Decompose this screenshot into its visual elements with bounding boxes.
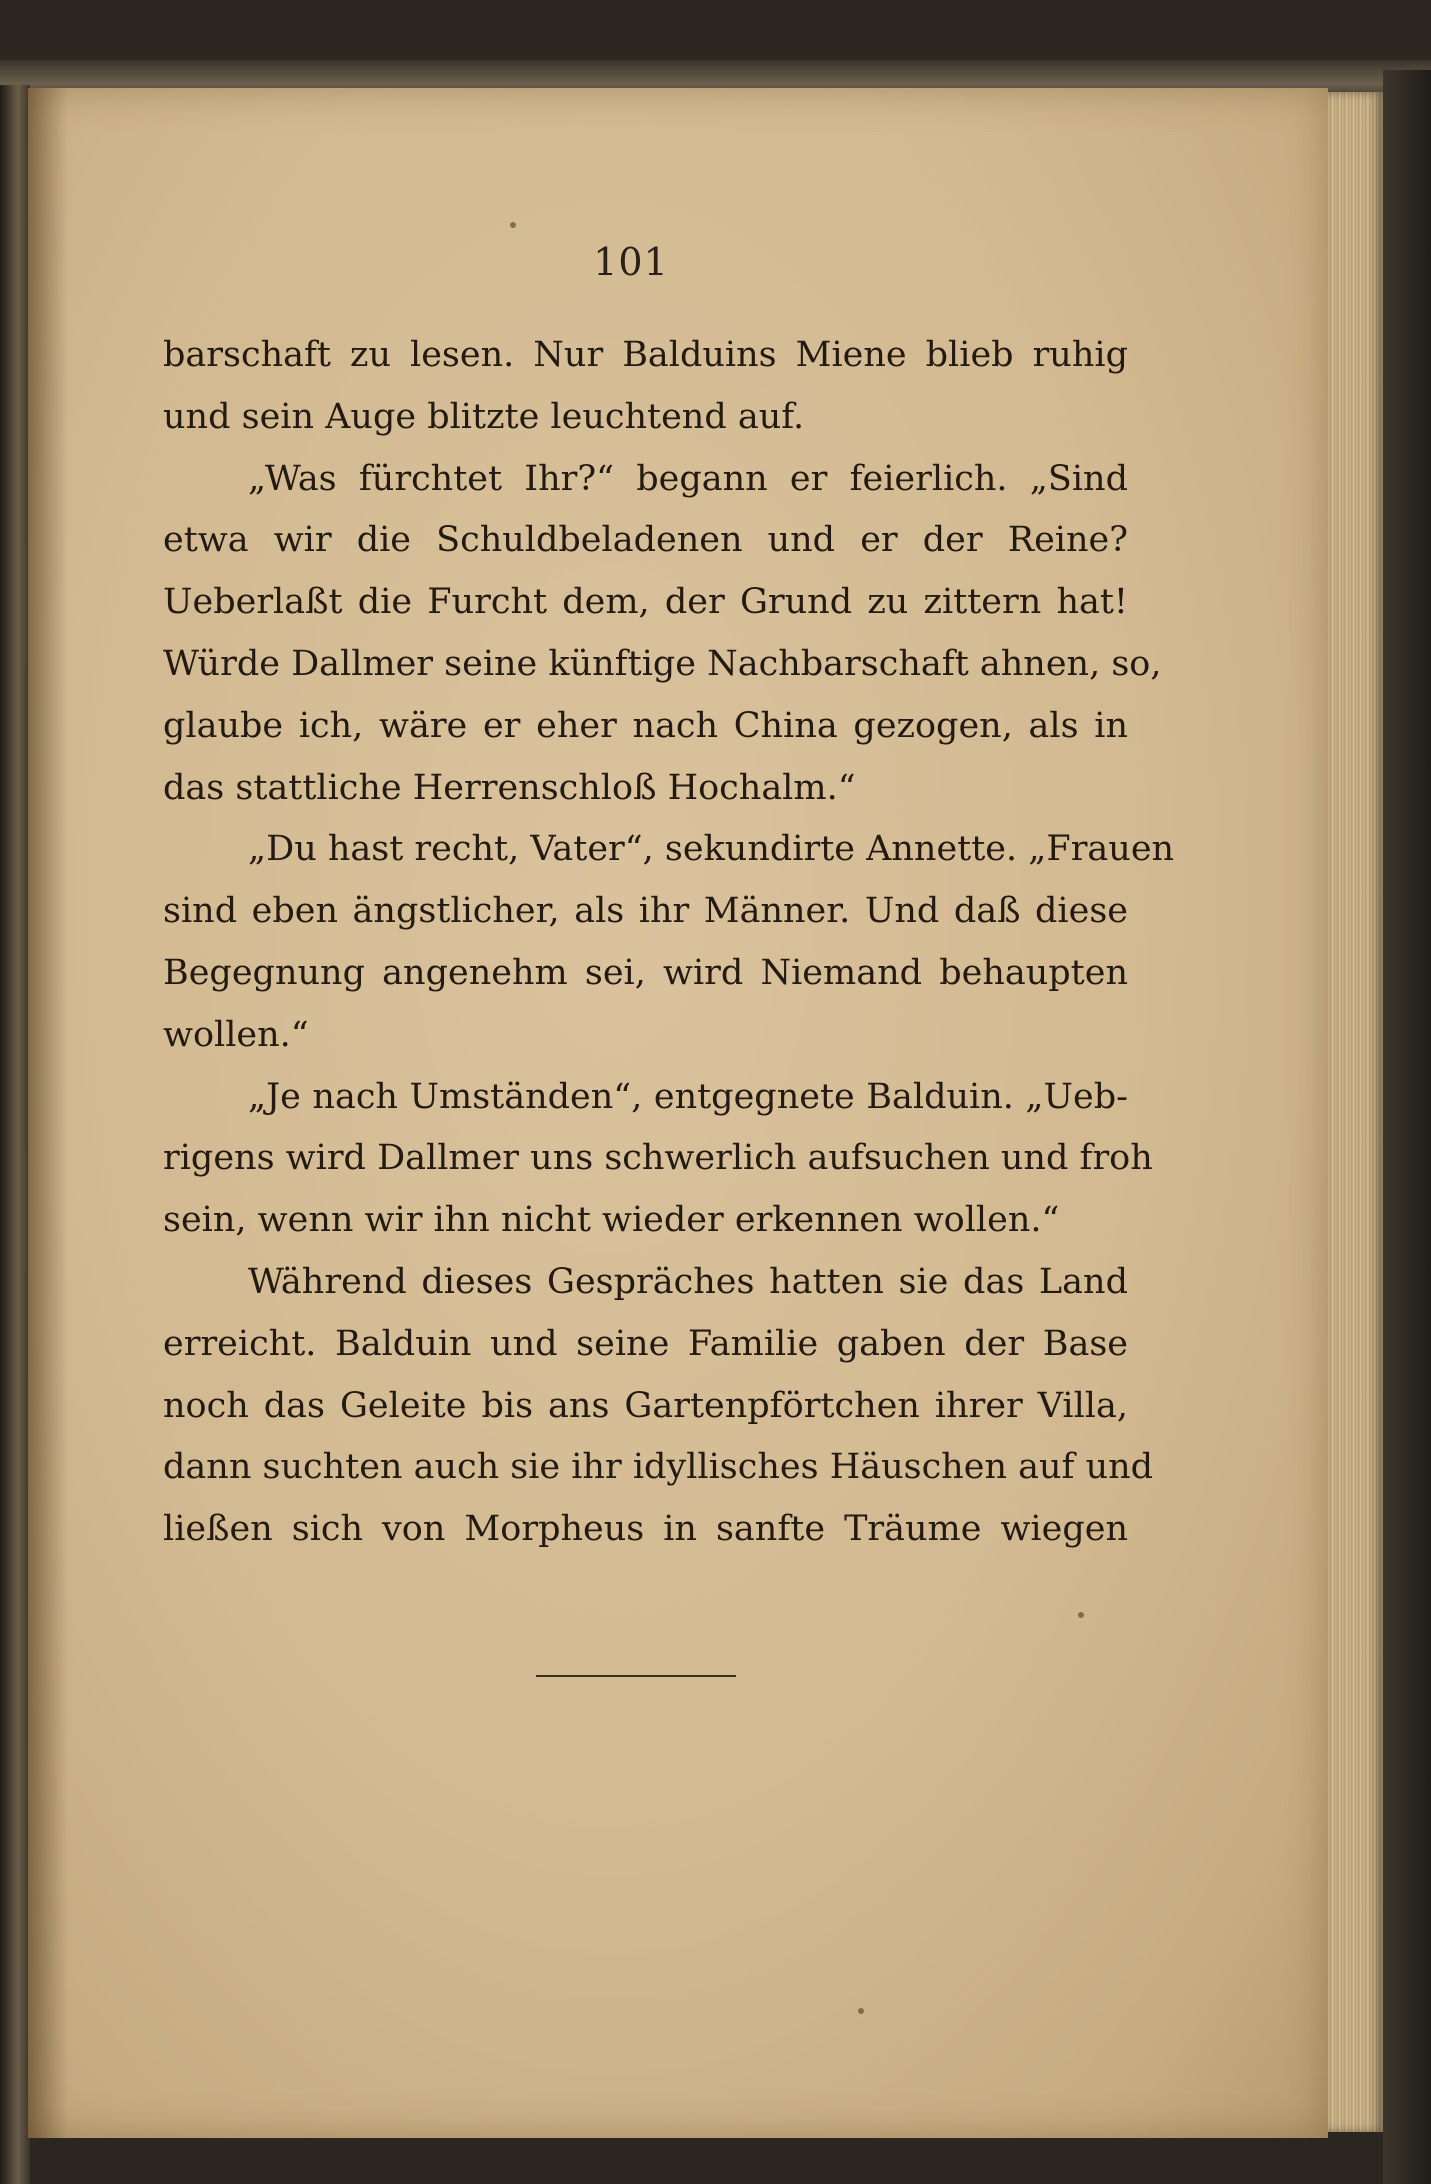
page-text <box>163 325 1175 1561</box>
text-line: etwa wir die Schuldbeladenen und er der Reine? <box>163 520 1128 561</box>
book-cover-right <box>1383 70 1431 2184</box>
book-spine-left <box>0 85 30 2184</box>
text-line: noch das Geleite bis ans Gartenpförtchen ihrer Villa, <box>163 1385 1128 1426</box>
text-line: Während dieses Gespräches hatten sie das Land <box>248 1261 1128 1302</box>
text-line: das stattliche Herrenschloß Hochalm.“ <box>163 767 856 808</box>
section-end-rule <box>536 1675 736 1677</box>
text-line: barschaft zu lesen. Nur Balduins Miene blieb ruhig <box>163 335 1128 375</box>
page-number: 101 <box>593 240 669 284</box>
text-line: sein, wenn wir ihn nicht wieder erkennen wollen.“ <box>163 1200 1060 1241</box>
paper-speck <box>858 2008 864 2014</box>
text-line: dann suchten auch sie ihr idyllisches Häuschen auf und <box>163 1447 1154 1488</box>
text-line: Würde Dallmer seine künftige Nachbarschaft ahnen, so, <box>163 643 1162 684</box>
text-line: sind eben ängstlicher, als ihr Männer. Und daß diese <box>163 891 1128 932</box>
text-line: und sein Auge blitzte leuchtend auf. <box>163 396 805 437</box>
text-line: erreicht. Balduin und seine Familie gaben der Base <box>163 1323 1128 1364</box>
text-line: Ueberlaßt die Furcht dem, der Grund zu zittern hat! <box>163 582 1128 623</box>
text-line: glaube ich, wäre er eher nach China gezogen, als in <box>163 705 1128 746</box>
paper-speck <box>1078 1612 1084 1618</box>
text-line: „Je nach Umständen“, entgegnete Balduin. „Ueb- <box>248 1076 1128 1117</box>
gutter-shadow <box>28 88 68 2138</box>
page-stack-edges <box>1328 92 1383 2132</box>
text-line: wollen.“ <box>163 1014 309 1055</box>
text-line: „Du hast recht, Vater“, sekundirte Annette. „Frauen <box>248 829 1175 870</box>
text-line: rigens wird Dallmer uns schwerlich aufsuchen und froh <box>163 1138 1153 1179</box>
text-line: ließen sich von Morpheus in sanfte Träume wiegen <box>163 1509 1128 1550</box>
text-line: Begegnung angenehm sei, wird Niemand behaupten <box>163 952 1128 993</box>
text-line: „Was fürchtet Ihr?“ begann er feierlich. „Sind <box>248 458 1128 499</box>
paper-speck <box>510 222 516 228</box>
